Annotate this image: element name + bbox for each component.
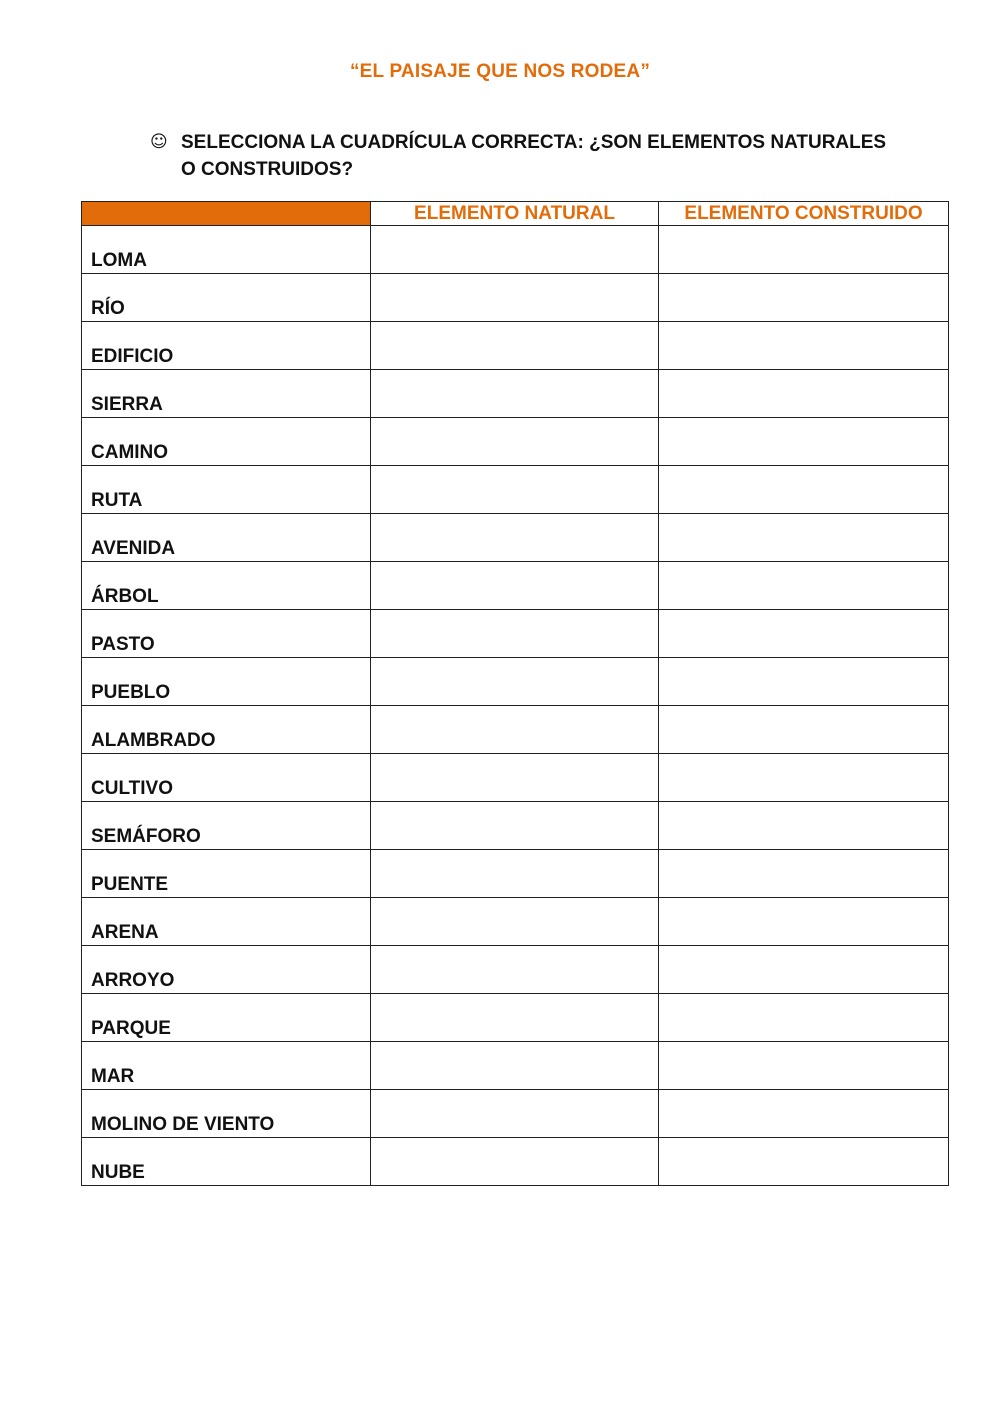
natural-answer-cell[interactable] [371, 610, 659, 658]
natural-answer-cell[interactable] [371, 1090, 659, 1138]
construido-answer-cell[interactable] [659, 754, 949, 802]
table-row [82, 466, 949, 514]
table-row [82, 946, 949, 994]
table-row [82, 802, 949, 850]
construido-answer-cell[interactable] [659, 562, 949, 610]
natural-answer-cell[interactable] [371, 370, 659, 418]
natural-answer-cell[interactable] [371, 658, 659, 706]
construido-answer-cell[interactable] [659, 946, 949, 994]
natural-answer-cell[interactable] [371, 706, 659, 754]
construido-answer-cell[interactable] [659, 850, 949, 898]
construido-answer-cell[interactable] [659, 274, 949, 322]
construido-answer-cell[interactable] [659, 610, 949, 658]
table-row [82, 898, 949, 946]
table-row [82, 850, 949, 898]
header-natural: ELEMENTO NATURAL [371, 202, 659, 226]
natural-answer-cell[interactable] [371, 1138, 659, 1186]
natural-answer-cell[interactable] [371, 946, 659, 994]
construido-answer-cell[interactable] [659, 898, 949, 946]
natural-answer-cell[interactable] [371, 466, 659, 514]
natural-answer-cell[interactable] [371, 418, 659, 466]
natural-answer-cell[interactable] [371, 322, 659, 370]
row-label: PUENTE [82, 850, 371, 898]
row-label: ÁRBOL [82, 562, 371, 610]
row-label: ARENA [82, 898, 371, 946]
row-label: CULTIVO [82, 754, 371, 802]
table-row [82, 610, 949, 658]
table-row [82, 1042, 949, 1090]
natural-answer-cell[interactable] [371, 994, 659, 1042]
classification-table [81, 201, 949, 1186]
construido-answer-cell[interactable] [659, 370, 949, 418]
construido-answer-cell[interactable] [659, 1138, 949, 1186]
construido-answer-cell[interactable] [659, 658, 949, 706]
natural-answer-cell[interactable] [371, 562, 659, 610]
construido-answer-cell[interactable] [659, 706, 949, 754]
row-label: LOMA [82, 226, 371, 274]
construido-answer-cell[interactable] [659, 418, 949, 466]
natural-answer-cell[interactable] [371, 1042, 659, 1090]
table-row [82, 562, 949, 610]
construido-answer-cell[interactable] [659, 1042, 949, 1090]
row-label: CAMINO [82, 418, 371, 466]
instruction [150, 129, 950, 183]
table-row [82, 514, 949, 562]
row-label: RUTA [82, 466, 371, 514]
construido-answer-cell[interactable] [659, 1090, 949, 1138]
page-title: “EL PAISAJE QUE NOS RODEA” [349, 61, 651, 82]
table-row [82, 754, 949, 802]
row-label: RÍO [82, 274, 371, 322]
construido-answer-cell[interactable] [659, 466, 949, 514]
row-label: AVENIDA [82, 514, 371, 562]
row-label: PARQUE [82, 994, 371, 1042]
row-label: ALAMBRADO [82, 706, 371, 754]
natural-answer-cell[interactable] [371, 802, 659, 850]
table-header-row [82, 202, 949, 226]
natural-answer-cell[interactable] [371, 754, 659, 802]
smiley-icon: ☺ [150, 132, 168, 152]
table-row [82, 1138, 949, 1186]
table-row [82, 274, 949, 322]
instruction-line-1: SELECCIONA LA CUADRÍCULA CORRECTA: ¿SON ELEMENTOS NATURALES [181, 132, 887, 153]
construido-answer-cell[interactable] [659, 226, 949, 274]
table-row [82, 322, 949, 370]
row-label: MAR [82, 1042, 371, 1090]
construido-answer-cell[interactable] [659, 802, 949, 850]
construido-answer-cell[interactable] [659, 322, 949, 370]
header-blank-cell [82, 202, 371, 226]
table-body [82, 226, 949, 1186]
table-row [82, 706, 949, 754]
natural-answer-cell[interactable] [371, 514, 659, 562]
row-label: MOLINO DE VIENTO [82, 1090, 371, 1138]
row-label: EDIFICIO [82, 322, 371, 370]
table-row [82, 994, 949, 1042]
construido-answer-cell[interactable] [659, 994, 949, 1042]
natural-answer-cell[interactable] [371, 226, 659, 274]
instruction-line-2: O CONSTRUIDOS? [181, 159, 354, 180]
row-label: SIERRA [82, 370, 371, 418]
construido-answer-cell[interactable] [659, 514, 949, 562]
table-row [82, 1090, 949, 1138]
table-row [82, 226, 949, 274]
row-label: PUEBLO [82, 658, 371, 706]
header-construido: ELEMENTO CONSTRUIDO [659, 202, 949, 226]
natural-answer-cell[interactable] [371, 850, 659, 898]
row-label: NUBE [82, 1138, 371, 1186]
table-row [82, 418, 949, 466]
row-label: ARROYO [82, 946, 371, 994]
natural-answer-cell[interactable] [371, 898, 659, 946]
table-row [82, 658, 949, 706]
natural-answer-cell[interactable] [371, 274, 659, 322]
row-label: SEMÁFORO [82, 802, 371, 850]
table-row [82, 370, 949, 418]
row-label: PASTO [82, 610, 371, 658]
